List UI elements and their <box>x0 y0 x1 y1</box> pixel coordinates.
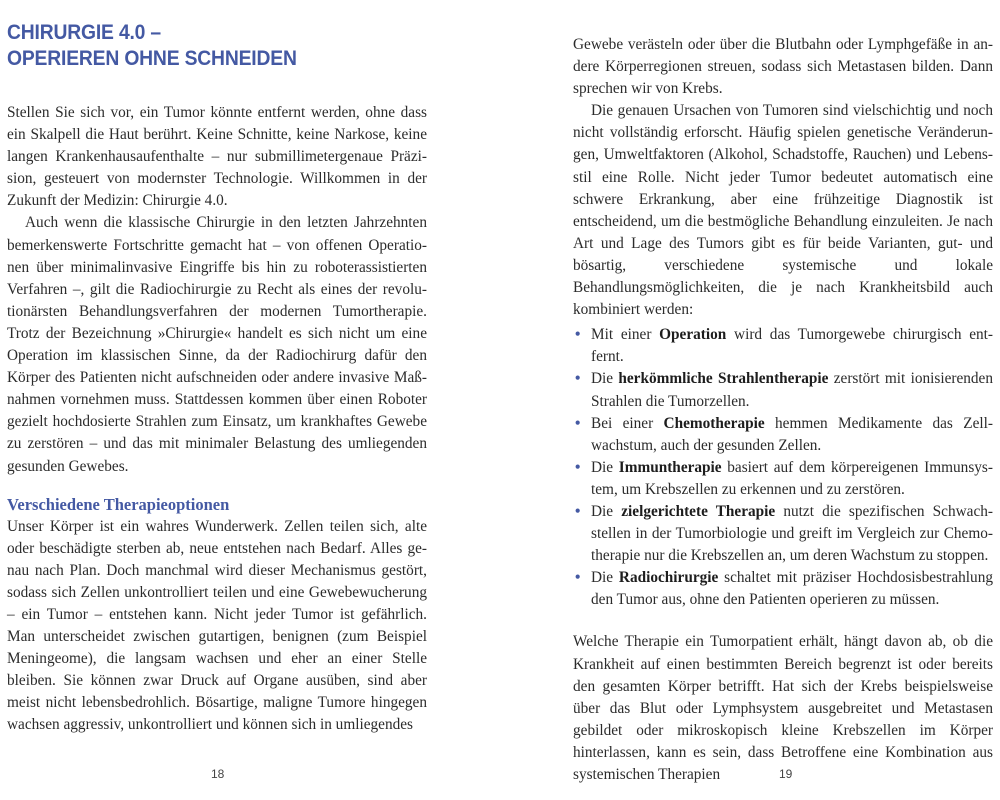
chapter-title <box>7 20 447 72</box>
closing-paragraph: Welche Therapie ein Tumorpatient erhält, hängt davon ab, ob die Krankheit auf einen bestimmten Bereich begrenzt ist oder bereits den gesamten Körper betrifft. Hat sich der Krebs beispielsweise über das Blut oder Lymphsystem ausgebreitet und Metastasen gebildet oder mikroskopisch kleine Krebszellen im Körper hinterlassen, kann es sein, dass Betroffene eine Kombination aus systemischen Therapien <box>573 633 993 783</box>
third-paragraph: Unser Körper ist ein wahres Wunderwerk. Zellen teilen sich, alte oder beschädigte sterben ab, neue entstehen nach Bedarf. Alles genau nach Plan. Doch manchmal wird dieser Mechanismus gestört, sodass sich Zellen unkontrolliert teilen und eine Gewebewucherung – ein Tumor – entstehen kann. Nicht jeder Tumor ist gefährlich. Man unterscheidet zwischen gutartigen, benignen (zum Beispiel Meningeome), die langsam wachsen und eher an einer Stelle bleiben. Sie können zwar Druck auf Organe ausüben, sind aber meist nicht lebensbedrohlich. Bösartige, maligne Tumore hingegen wachsen aggressiv, unkontrolliert und können sich in umliegendes <box>7 517 427 734</box>
bullet-icon: • <box>575 414 581 432</box>
therapy-text: wird das Tumorgewebe chirurgisch entfernt. <box>591 326 994 366</box>
left-text-column <box>7 102 427 737</box>
therapy-text: Die <box>591 370 619 388</box>
chapter-title-line-2: OPERIEREN OHNE SCHNEIDEN <box>7 47 297 70</box>
therapy-text: nutzt die spezifischen Schwachstellen in der Tumorbiologie und greift im Vergleich zur Chemotherapie nur die Krebszellen an, um deren Wachstum zu stoppen. <box>591 502 993 565</box>
therapy-item-chemotherapy <box>573 413 993 457</box>
therapy-item-operation <box>573 324 993 368</box>
therapy-item-targeted <box>573 501 993 567</box>
right-page <box>500 0 1000 800</box>
therapy-list <box>573 324 993 611</box>
therapy-text: Mit einer <box>591 326 660 344</box>
intro-paragraph: Stellen Sie sich vor, ein Tumor könnte entfernt werden, ohne dass ein Skalpell die Haut berührt. Keine Schnitte, keine Narkose, keine langen Krankenhausaufenthalte – nur submillimetergenaue Präzision, gesteuert von modernster Technologie. Willkommen in der Zukunft der Medizin: Chirurgie 4.0. <box>7 104 427 210</box>
therapy-item-radiation <box>573 368 993 412</box>
therapy-term: herkömmliche Strahlentherapie <box>618 370 829 388</box>
right-text-column <box>573 34 993 786</box>
bullet-icon: • <box>575 326 581 344</box>
bullet-icon: • <box>575 569 581 587</box>
therapy-item-radiosurgery <box>573 567 993 611</box>
therapy-text: Die <box>591 458 619 476</box>
page-number-left: 18 <box>211 767 225 781</box>
continuation-paragraph: Gewebe verästeln oder über die Blutbahn oder Lymphgefäße in andere Körperregionen streuen, sodass sich Metastasen bilden. Dann sprechen wir von Krebs. <box>573 36 993 98</box>
therapy-text: zerstört mit ionisierenden Strahlen die Tumorzellen. <box>591 370 993 410</box>
causes-paragraph: Die genauen Ursachen von Tumoren sind vielschichtig und noch nicht vollständig erforscht. Häufig spielen genetische Veränderungen, Umweltfaktoren (Alkohol, Schadstoffe, Rauchen) und Lebensstil eine Rolle. Nicht jeder Tumor bedeutet automatisch eine schwere Erkrankung, aber eine frühzeitige Diagnostik ist entscheidend, um die bestmögliche Behandlung einzuleiten. Je nach Art und Lage des Tumors gibt es für beide Varianten, gut- und bösartig, verschiedene systemische und lokale Behandlungsmöglichkeiten, die je nach Krankheitsbild auch kombiniert werden: <box>573 102 993 319</box>
section-heading: Verschiedene Therapieoptionen <box>7 494 230 514</box>
second-paragraph: Auch wenn die klassische Chirurgie in den letzten Jahrzehnten bemerkenswerte Fortschritte gemacht hat – von offenen Operationen über minimalinvasive Eingriffe bis hin zu roboterassistierten Verfahren –, gilt die Radiochirurgie zu Recht als eines der revolutionärsten Behandlungsverfahren der modernen Tumortherapie. Trotz der Bezeichnung »Chirurgie« handelt es sich nicht um eine Operation im klassischen Sinne, da der Radiochirurg dafür den Körper des Patienten nicht aufschneiden oder andere invasive Maßnahmen vornehmen muss. Stattdessen kommen über einen Roboter gezielt hochdosierte Strahlen zum Einsatz, um krankhaftes Gewebe zu zerstören – und das mit minimaler Belastung des umliegenden gesunden Gewebes. <box>7 214 427 475</box>
bullet-icon: • <box>575 458 581 476</box>
therapy-term: Chemotherapie <box>663 414 765 432</box>
therapy-text: Die <box>591 502 622 520</box>
therapy-term: Immuntherapie <box>618 458 722 476</box>
therapy-term: Operation <box>659 326 727 344</box>
therapy-term: Radiochirurgie <box>618 569 719 587</box>
bullet-icon: • <box>575 370 581 388</box>
page-number-right: 19 <box>779 767 793 781</box>
therapy-text: Bei einer <box>591 414 664 432</box>
bullet-icon: • <box>575 502 581 520</box>
therapy-term: zielgerichtete Therapie <box>621 502 776 520</box>
therapy-text: Die <box>591 569 619 587</box>
therapy-text: schaltet mit präziser Hochdosisbestrahlung den Tumor aus, ohne den Patienten operieren zu müssen. <box>591 569 993 609</box>
therapy-item-immunotherapy <box>573 457 993 501</box>
chapter-title-line-1: CHIRURGIE 4.0 – <box>7 21 161 44</box>
therapy-text: basiert auf dem körpereigenen Immunsystem, um Krebszellen zu erkennen und zu zerstören. <box>591 458 993 498</box>
therapy-text: hemmen Medikamente das Zellwachstum, auch der gesunden Zellen. <box>591 414 993 454</box>
